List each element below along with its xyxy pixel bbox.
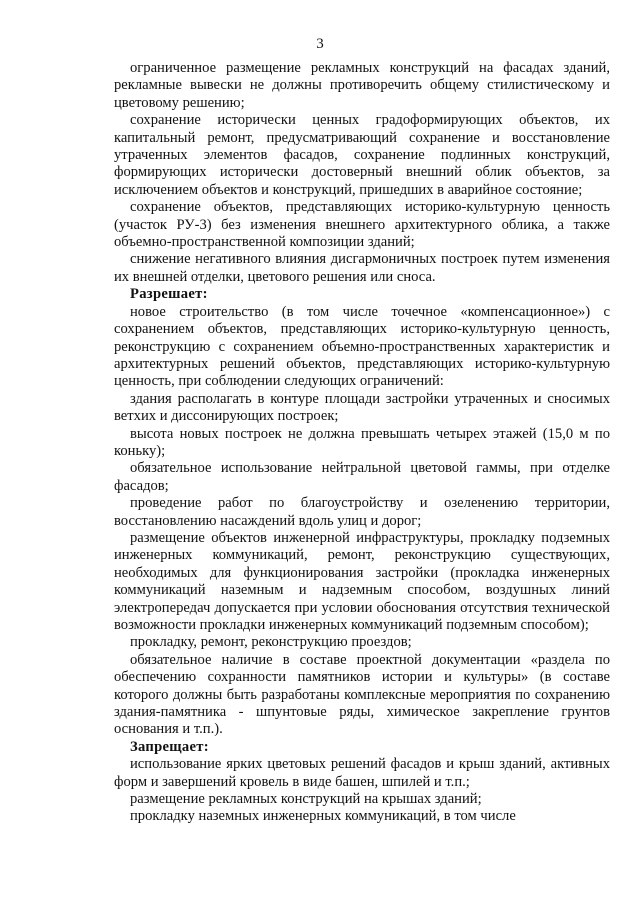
section-heading: Разрешает: <box>130 286 208 303</box>
paragraph: высота новых построек не должна превышать четырех этажей (15,0 м по коньку); <box>114 425 610 459</box>
paragraph: сохранение исторически ценных градоформирующих объектов, их капитальный ремонт, предусматривающий сохранение и восстановление утраченных элементов фасадов, сохранение подлинных конструкций, формирующих исторически достоверный внешний облик объектов, за исключением объектов и конструкций, пришедших в аварийное состояние; <box>114 112 610 198</box>
section-heading: Запрещает: <box>130 738 209 755</box>
paragraph: прокладку, ремонт, реконструкцию проездов; <box>130 634 412 651</box>
paragraph: здания располагать в контуре площади застройки утраченных и сносимых ветхих и диссонирующих построек; <box>114 390 610 425</box>
paragraph: сохранение объектов, представляющих историко-культурную ценность (участок РУ-3) без изменения внешнего архитектурного облика, а также объемно-пространственной композиции зданий; <box>114 199 610 251</box>
paragraph: обязательное наличие в составе проектной документации «раздела по обеспечению сохранности памятников истории и культуры» (в составе которого должны быть разработаны комплексные мероприятия по сохранению здания-памятника - шпунтовые ряды, химическое закрепление грунтов основания и т.п.). <box>114 651 610 738</box>
page-number: 3 <box>316 36 324 52</box>
document-body <box>114 60 610 826</box>
paragraph: размещение рекламных конструкций на крышах зданий; <box>130 791 482 808</box>
paragraph: размещение объектов инженерной инфраструктуры, прокладку подземных инженерных коммуникаций, ремонт, реконструкцию существующих, необходимых для функционирования застройки (прокладка инженерных коммуникаций наземным и надземным способом, воздушных линий электропередач допускается при условии обоснования отсутствия технической возможности прокладки инженерных коммуникаций подземным способом); <box>114 529 610 633</box>
paragraph: прокладку наземных инженерных коммуникаций, в том числе <box>130 808 516 825</box>
paragraph: ограниченное размещение рекламных конструкций на фасадах зданий, рекламные вывески не должны противоречить общему стилистическому и цветовому решению; <box>114 60 610 111</box>
paragraph: использование ярких цветовых решений фасадов и крыш зданий, активных форм и завершений кровель в виде башен, шпилей и т.п.; <box>114 756 610 790</box>
paragraph: обязательное использование нейтральной цветовой гаммы, при отделке фасадов; <box>114 460 610 494</box>
paragraph: снижение негативного влияния дисгармоничных построек путем изменения их внешней отделки, цветового решения или сноса. <box>114 251 610 285</box>
paragraph: проведение работ по благоустройству и озеленению территории, восстановлению насаждений вдоль улиц и дорог; <box>114 495 610 529</box>
paragraph: новое строительство (в том числе точечное «компенсационное») с сохранением объектов, представляющих историко-культурную ценность, реконструкцию с сохранением объемно-пространственных характеристик и архитектурных решений объектов, представляющих историко-культурную ценность, при соблюдении следующих ограничений: <box>114 303 610 390</box>
